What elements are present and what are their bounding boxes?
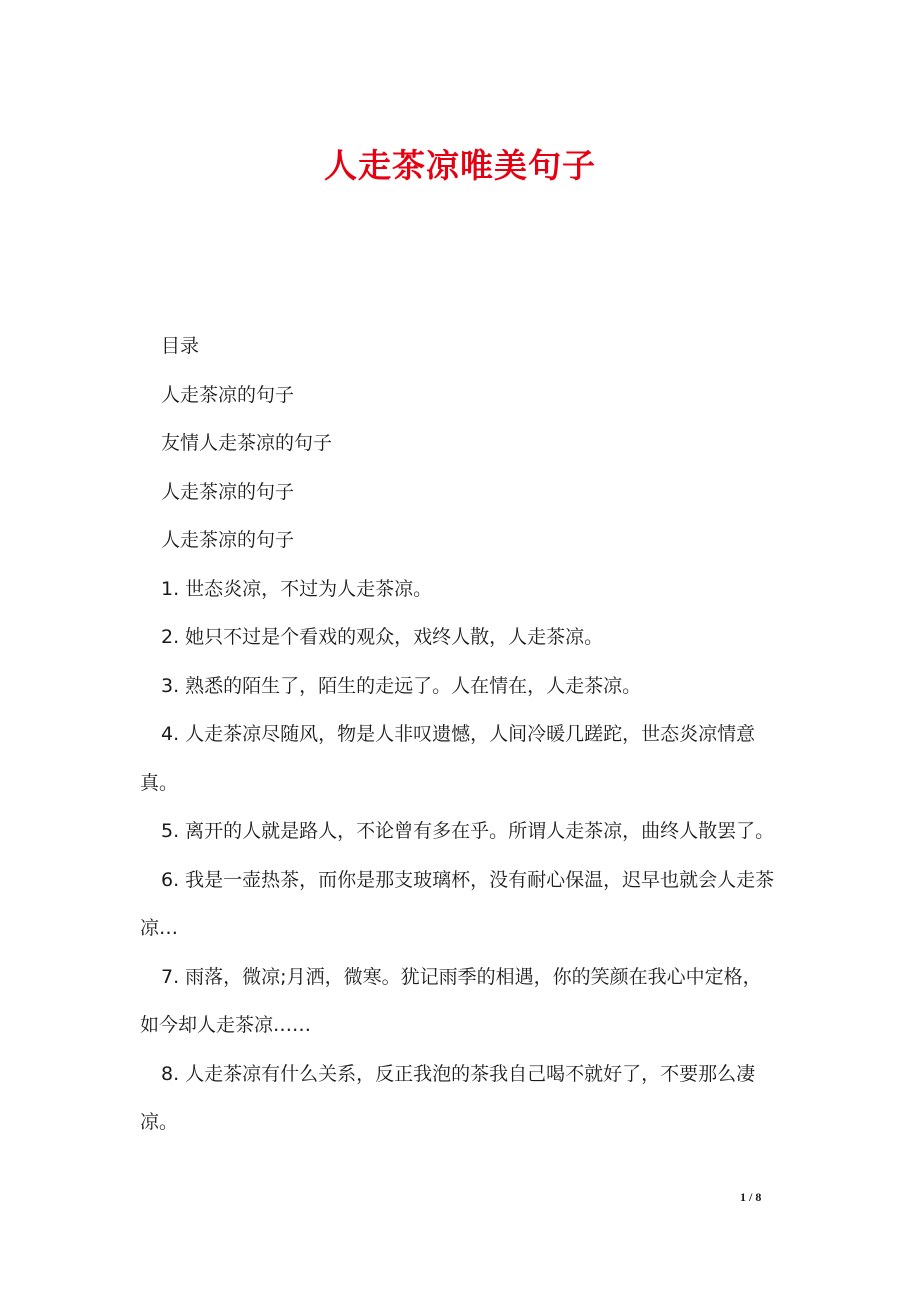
sentence-item: 2. 她只不过是个看戏的观众，戏终人散，人走茶凉。 <box>161 626 604 648</box>
sentence-item: 7. 雨落，微凉;月洒，微寒。犹记雨季的相遇，你的笑颜在我心中定格，如今却人走茶凉…… <box>140 965 762 1036</box>
sentence-item: 5. 离开的人就是路人，不论曾有多在乎。所谓人走茶凉，曲终人散罢了。 <box>161 820 775 842</box>
sentence-item: 6. 我是一壶热茶，而你是那支玻璃杯，没有耐心保温，迟早也就会人走茶凉… <box>140 868 775 939</box>
sentence-item: 3. 熟悉的陌生了，陌生的走远了。人在情在，人走茶凉。 <box>161 674 642 697</box>
sentence-item: 8. 人走茶凉有什么关系，反正我泡的茶我自己喝不就好了，不要那么凄凉。 <box>140 1062 756 1133</box>
sentence-item: 4. 人走茶凉尽随风，物是人非叹遗憾，人间冷暖几蹉跎，世态炎凉情意真。 <box>140 723 756 794</box>
toc-heading: 目录 <box>161 335 200 357</box>
document-title: 人走茶凉唯美句子 <box>324 146 596 185</box>
document-body <box>140 322 780 1147</box>
toc-item: 人走茶凉的句子 <box>161 529 295 551</box>
toc-item: 友情人走茶凉的句子 <box>161 432 333 454</box>
toc-item: 人走茶凉的句子 <box>161 383 295 406</box>
sentence-item: 1. 世态炎凉，不过为人走茶凉。 <box>161 577 433 600</box>
page-number: 1 / 8 <box>740 1190 762 1204</box>
toc-item: 人走茶凉的句子 <box>161 480 295 503</box>
